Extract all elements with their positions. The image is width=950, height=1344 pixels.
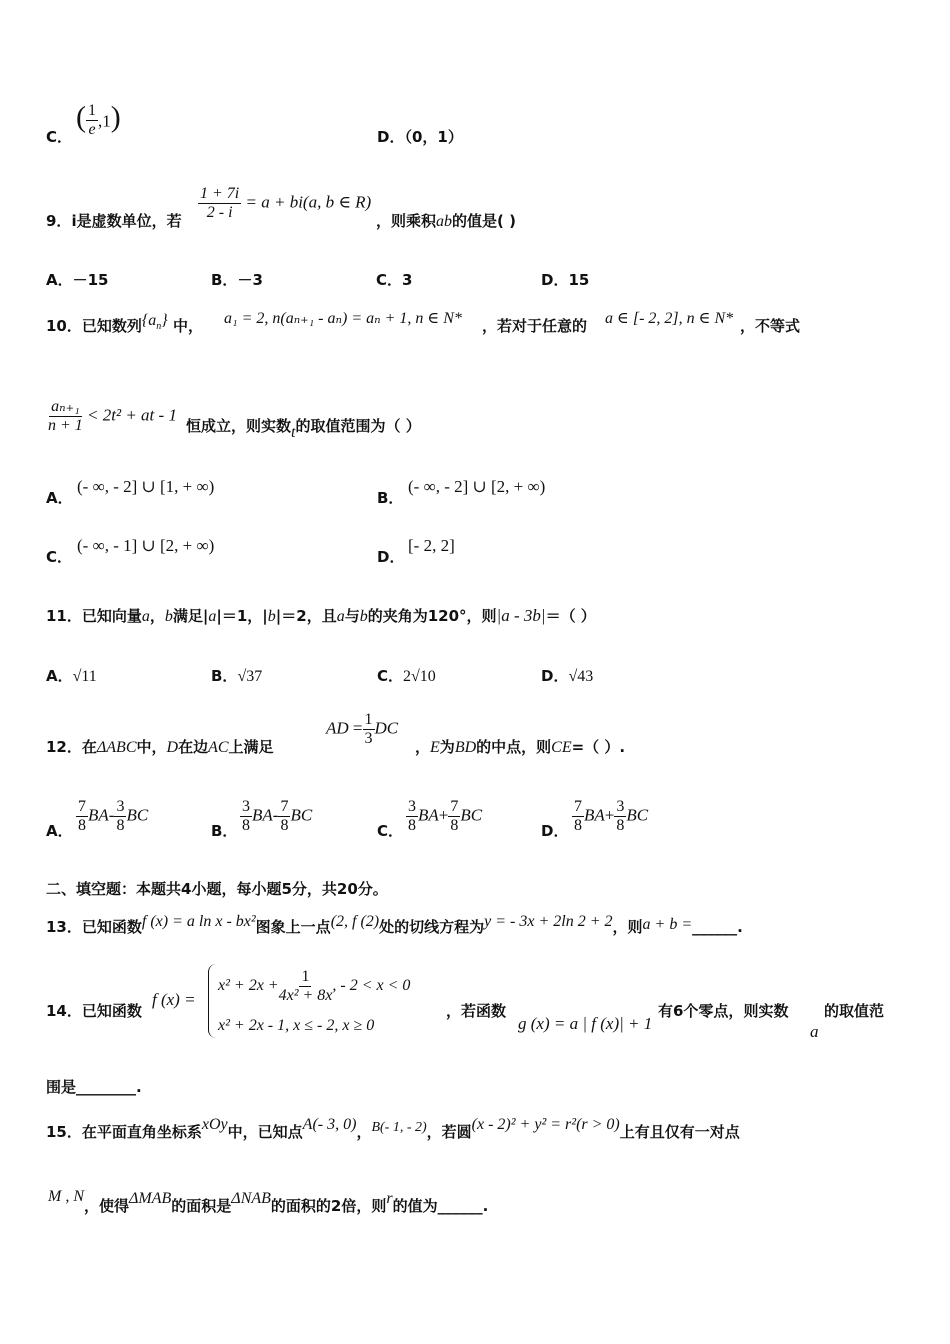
q10-option-c-value: (- ∞, - 1] ∪ [2, + ∞)	[77, 536, 215, 555]
q13-answer-blank[interactable]: ______	[692, 918, 738, 936]
q11-stem: 11．已知向量a，b满足|a|＝1，|b|＝2，且a与b的夹角为120°，则|a - 3b|＝（ ）	[46, 606, 596, 625]
q8-option-c-label: C．	[46, 128, 73, 146]
q11-option-a: A．√11	[46, 667, 97, 685]
q12-option-b-label: B．	[211, 822, 238, 840]
q14-case-2: x² + 2x - 1, x ≤ - 2, x ≥ 0	[218, 1017, 375, 1034]
q10-option-a-label: A．	[46, 489, 73, 507]
q12-condition: AD = $\frac{1}{3}$ DC	[326, 711, 399, 747]
q9-option-d: D．15	[541, 271, 590, 289]
q12-option-d-label: D．	[541, 822, 569, 840]
q10-option-d-label: D．	[377, 548, 405, 566]
q10-option-b-label: B．	[377, 489, 404, 507]
q15-stem-1: 15．在平面直角坐标系xOy中，已知点A(- 3, 0)，B(- 1, - 2)，若圆(x - 2)² + y² = r²(r > 0)上有且仅有一对点	[46, 1116, 740, 1141]
q12-option-c-label: C．	[377, 822, 404, 840]
q9-lead: 9．i是虚数单位，若	[46, 212, 182, 230]
q10-option-a-value: (- ∞, - 2] ∪ [1, + ∞)	[77, 477, 215, 496]
q14-piecewise-brace	[208, 964, 217, 1038]
q12-stem-2: ，E为BD的中点，则CE=（ ）.	[415, 738, 626, 756]
section-2-title: 二、填空题：本题共4小题，每小题5分，共20分。	[46, 880, 388, 898]
q10-line1: 10．已知数列$\{a_n\}$ 中，	[46, 312, 203, 335]
q10-option-b-value: (- ∞, - 2] ∪ [2, + ∞)	[408, 477, 546, 496]
q11-option-c: C．2√10	[377, 667, 436, 685]
q14-case-1: x² + 2x + $\frac{1}{\text{4x² + 8x}}$ , - 2 < x < 0	[218, 968, 411, 1004]
q14-fx: f (x) =	[152, 990, 196, 1009]
q10-option-c-label: C．	[46, 548, 73, 566]
q11-option-b: B．√37	[211, 667, 263, 685]
q15-stem-2: M , N，使得ΔMAB的面积是ΔNAB的面积的2倍，则r的值为______.	[48, 1188, 489, 1215]
q14-var-a: a	[810, 1022, 819, 1041]
q9-option-c: C．3	[376, 271, 413, 289]
q12-stem-1: 12．在ΔABC中，D在边AC上满足	[46, 738, 274, 756]
q14-answer-blank[interactable]: ________	[76, 1078, 137, 1096]
q14-lead: 14．已知函数	[46, 1002, 142, 1020]
q12-option-d-value: $\frac{7}{8}$ BA+ $\frac{3}{8}$ BC	[574, 798, 649, 834]
q10-line2: 恒成立，则实数t的取值范围为（ ）	[186, 417, 421, 441]
q14-text4: 的取值范	[824, 1002, 885, 1020]
q14-text2: ，若函数	[446, 1002, 507, 1020]
q8-option-d: D．（0，1）	[377, 128, 463, 146]
q12-option-a-label: A．	[46, 822, 73, 840]
q10-range: a ∈ [- 2, 2], n ∈ N*	[605, 310, 734, 327]
q10-text3: ，若对于任意的	[482, 317, 588, 335]
q9-option-a: A．－15	[46, 271, 109, 289]
q9-equation: $\frac{1 + 7i}{2 - i}$ = a + bi(a, b ∈ R)	[200, 185, 372, 221]
q10-inequality: $\frac{\text{aₙ₊₁}}{n + 1}$ < 2t² + at - 1	[48, 398, 177, 434]
q8-option-c-value: ( $\frac{1}{e}$ ,1)	[76, 100, 121, 138]
q14-gx: g (x) = a | f (x)| + 1	[518, 1014, 653, 1033]
q13-stem: 13．已知函数f (x) = a ln x - bx²图象上一点(2, f (2)处的切线方程为y = - 3x + 2ln 2 + 2，则a + b =______.	[46, 913, 743, 936]
q12-option-a-value: $\frac{7}{8}$ BA- $\frac{3}{8}$ BC	[78, 798, 149, 834]
q14-text3: 有6个零点，则实数	[658, 1002, 789, 1020]
q11-option-d: D．√43	[541, 667, 594, 685]
q14-line2: 围是________.	[46, 1078, 142, 1096]
q9-tail: ，则乘积ab的值是( )	[376, 212, 516, 230]
q15-answer-blank[interactable]: ______	[437, 1197, 483, 1215]
q9-option-b: B．－3	[211, 271, 263, 289]
q12-option-b-value: $\frac{3}{8}$ BA- $\frac{7}{8}$ BC	[242, 798, 313, 834]
q12-option-c-value: $\frac{3}{8}$ BA+ $\frac{7}{8}$ BC	[408, 798, 483, 834]
q10-text4: ，不等式	[740, 317, 801, 335]
q10-option-d-value: [- 2, 2]	[408, 536, 455, 555]
q10-condition: a₁ = 2, n(aₙ₊₁ - aₙ) = aₙ + 1, n ∈ N*	[224, 310, 462, 327]
